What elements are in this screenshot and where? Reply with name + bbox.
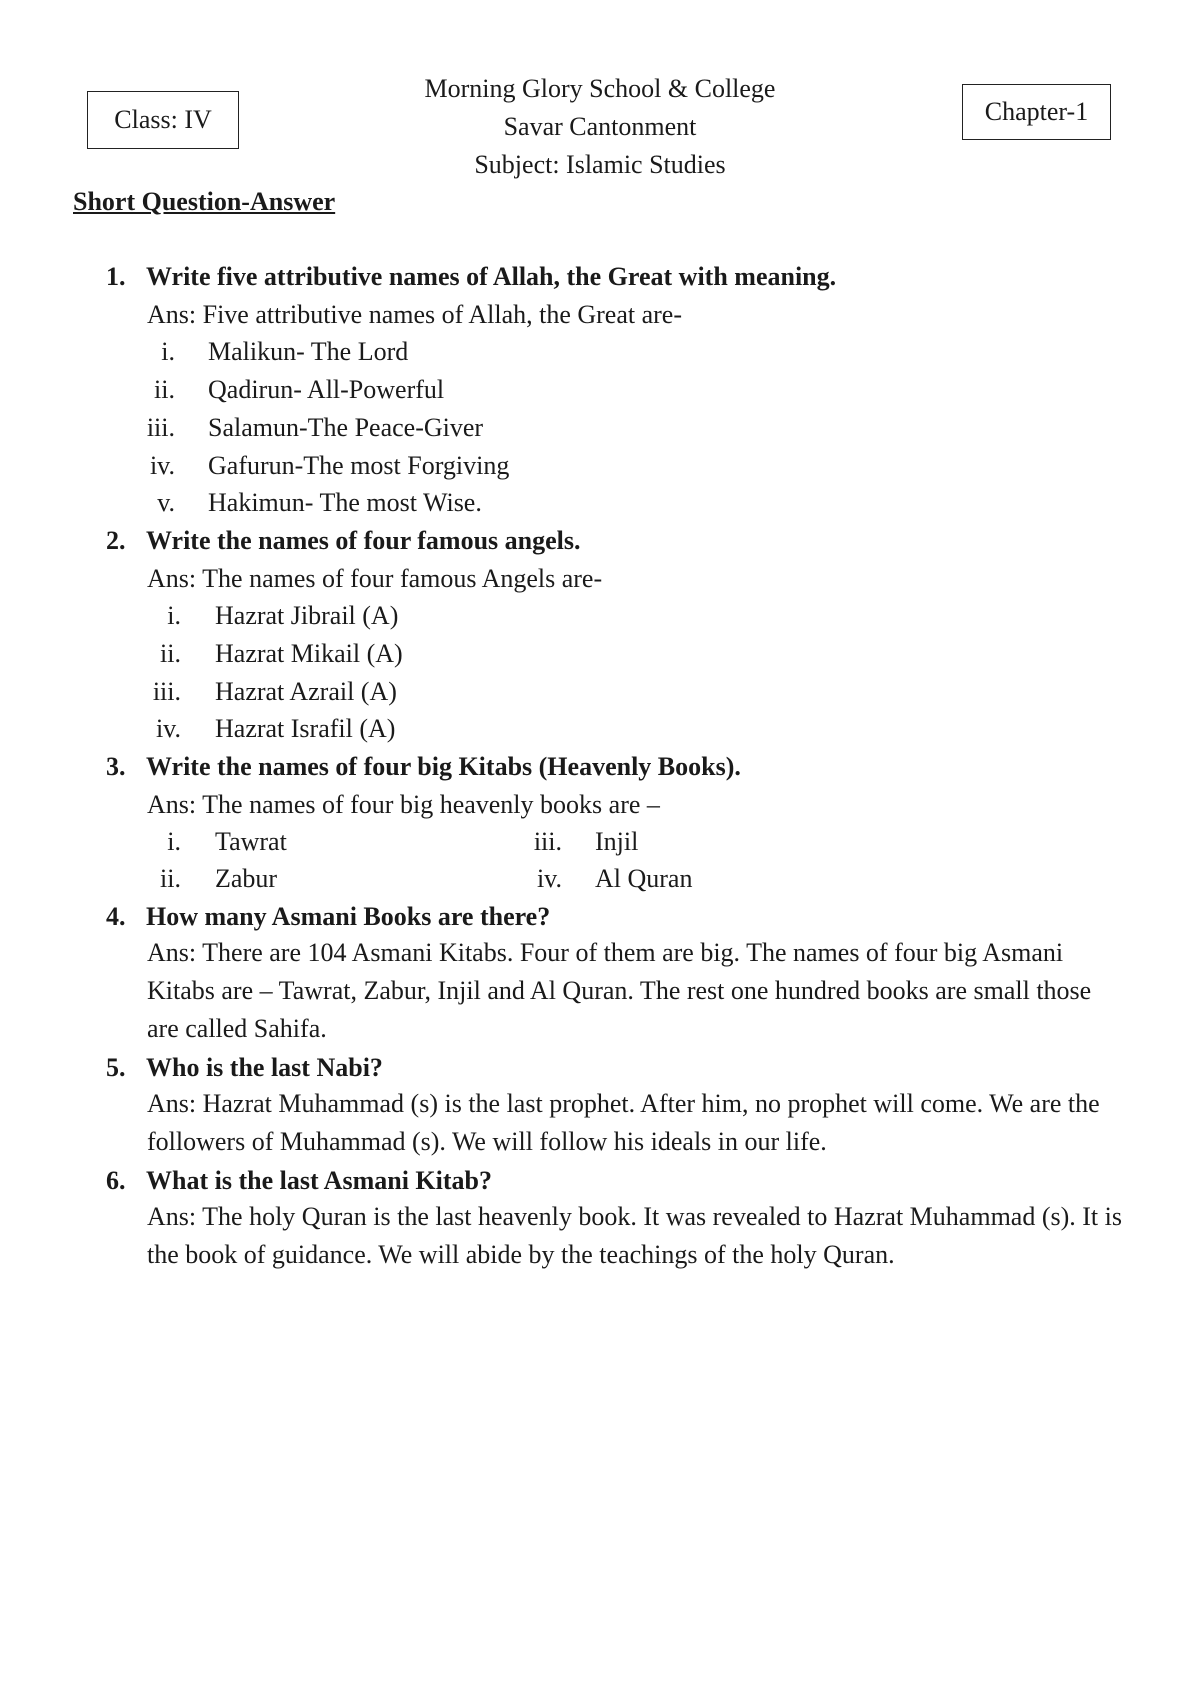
answer-5: Ans: Hazrat Muhammad (s) is the last prophet. After him, no prophet will come. We are the followers of Muhammad (s). We will follow his ideals in our life. [147,1089,1100,1156]
list-item [95,866,277,892]
list-text: Hazrat Israfil (A) [215,714,396,743]
question-number: 4. [106,902,126,931]
question-number: 2. [106,526,126,555]
list-numeral: iii. [152,677,181,706]
question-4 [106,904,550,930]
school-name: Morning Glory School & College [424,74,776,103]
chapter-label: Chapter-1 [984,97,1089,126]
class-label-box [87,91,239,149]
list-numeral: iv. [536,864,562,893]
question-text: Write five attributive names of Allah, the Great with meaning. [146,262,837,291]
list-text: Qadirun- All-Powerful [208,375,445,404]
question-number: 5. [106,1053,126,1082]
question-number: 6. [106,1166,126,1195]
list-text: Malikun- The Lord [208,337,409,366]
list-item [95,339,408,365]
list-item [95,641,403,667]
list-numeral: iv. [155,714,181,743]
question-number: 3. [106,752,126,781]
list-text: Hazrat Mikail (A) [215,639,403,668]
question-1 [106,264,836,290]
question-text: What is the last Asmani Kitab? [146,1166,492,1195]
school-location: Savar Cantonment [503,112,697,141]
question-2 [106,528,581,554]
list-numeral: iv. [149,451,175,480]
list-text: Zabur [215,864,278,893]
answer-intro-1: Ans: Five attributive names of Allah, the Great are- [147,300,683,329]
list-numeral: iii. [533,827,562,856]
class-label: Class: IV [114,105,212,134]
list-item [95,679,397,705]
list-item [500,866,692,892]
list-text: Hazrat Azrail (A) [215,677,397,706]
list-numeral: v. [157,488,175,517]
question-text: Write the names of four famous angels. [146,526,581,555]
list-text: Salamun-The Peace-Giver [208,413,484,442]
list-item [95,453,509,479]
list-item [95,603,398,629]
list-numeral: ii. [160,639,181,668]
question-number: 1. [106,262,126,291]
question-3 [106,754,741,780]
list-numeral: ii. [160,864,181,893]
list-numeral: iii. [146,413,175,442]
list-numeral: ii. [154,375,175,404]
list-item [95,716,395,742]
section-title: Short Question-Answer [73,187,336,216]
list-item [95,415,483,441]
answer-intro-3: Ans: The names of four big heavenly books are – [147,790,660,819]
list-text: Tawrat [215,827,287,856]
list-numeral: i. [161,337,175,366]
answer-4: Ans: There are 104 Asmani Kitabs. Four of them are big. The names of four big Asmani Kitabs are – Tawrat, Zabur, Injil and Al Quran. The rest one hundred books are small those are called Sahifa. [147,938,1092,1043]
answer-intro-2: Ans: The names of four famous Angels are- [147,564,603,593]
answer-6: Ans: The holy Quran is the last heavenly book. It was revealed to Hazrat Muhammad (s). It is the book of guidance. We will abide by the teachings of the holy Quran. [147,1202,1122,1269]
list-item [95,490,482,516]
chapter-label-box [962,84,1111,140]
list-text: Al Quran [595,864,693,893]
question-text: How many Asmani Books are there? [146,902,551,931]
question-6 [106,1168,492,1194]
question-5 [106,1055,383,1081]
list-text: Hakimun- The most Wise. [208,488,482,517]
question-text: Who is the last Nabi? [146,1053,383,1082]
list-numeral: i. [167,827,181,856]
list-numeral: i. [167,601,181,630]
list-item [95,377,444,403]
subject-line: Subject: Islamic Studies [474,150,726,179]
question-text: Write the names of four big Kitabs (Heavenly Books). [146,752,741,781]
list-text: Gafurun-The most Forgiving [208,451,510,480]
list-text: Hazrat Jibrail (A) [215,601,399,630]
list-item [500,829,638,855]
list-item [95,829,287,855]
list-text: Injil [595,827,639,856]
